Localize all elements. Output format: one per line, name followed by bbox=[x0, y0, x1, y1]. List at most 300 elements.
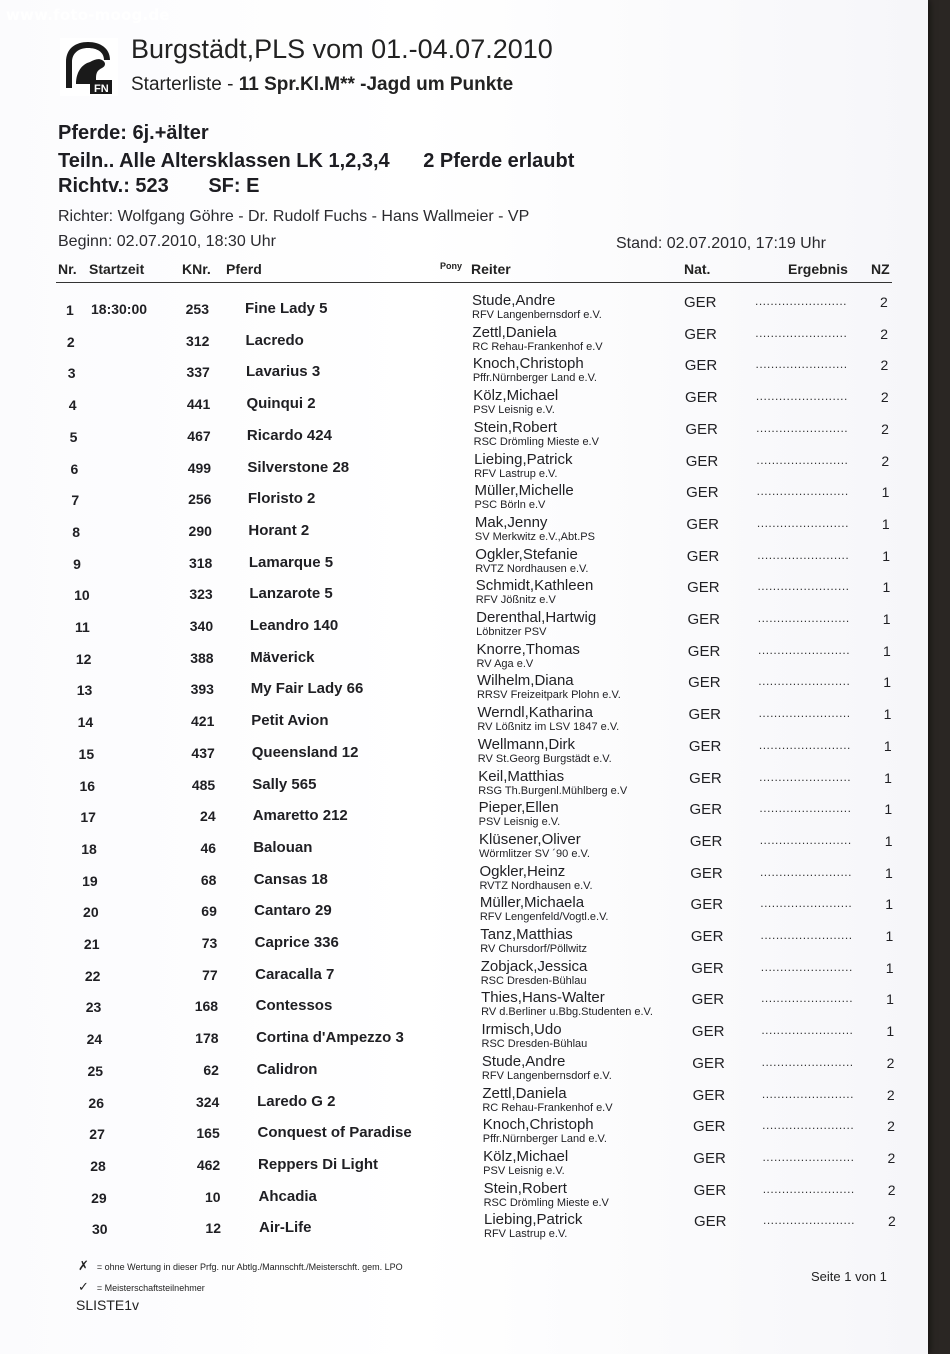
row-knr: 388 bbox=[190, 649, 214, 666]
table-header bbox=[0, 261, 928, 283]
table-row bbox=[0, 958, 928, 990]
table-row bbox=[0, 1021, 928, 1053]
row-rider: Wilhelm,Diana bbox=[476, 672, 574, 690]
row-result-placeholder: ........................ bbox=[756, 420, 849, 435]
row-nr: 26 bbox=[88, 1094, 104, 1111]
row-nat: GER bbox=[689, 801, 723, 819]
row-rider: Müller,Michaela bbox=[479, 894, 585, 912]
judges-line: Richter: Wolfgang Göhre - Dr. Rudolf Fuchs - Hans Wallmeier - VP bbox=[58, 208, 530, 225]
row-horse: Lavarius 3 bbox=[245, 363, 321, 381]
row-result-placeholder: ........................ bbox=[755, 294, 848, 308]
row-nat: GER bbox=[692, 1054, 725, 1072]
row-knr: 323 bbox=[189, 586, 213, 603]
row-horse: Lamarque 5 bbox=[248, 553, 334, 571]
row-horse: Balouan bbox=[253, 838, 313, 856]
row-rider: Zettl,Daniela bbox=[482, 1084, 567, 1102]
row-result-placeholder: ........................ bbox=[761, 1023, 854, 1038]
row-nz: 1 bbox=[886, 1023, 895, 1040]
row-rider: Stude,Andre bbox=[472, 292, 556, 309]
table-row bbox=[0, 1211, 928, 1243]
fn-horse-logo-icon bbox=[60, 38, 118, 96]
row-nat: GER bbox=[688, 737, 722, 755]
row-club: RVTZ Nordhausen e.V. bbox=[475, 562, 589, 575]
row-rider: Werndl,Katharina bbox=[477, 704, 593, 722]
row-result-placeholder: ........................ bbox=[759, 864, 852, 879]
row-nz: 1 bbox=[882, 611, 891, 627]
col-nr: Nr. bbox=[58, 261, 77, 277]
row-nr: 28 bbox=[90, 1157, 106, 1174]
page-subtitle bbox=[131, 74, 513, 96]
row-nr: 9 bbox=[73, 555, 81, 572]
row-nat: GER bbox=[690, 864, 723, 882]
page-title: Burgstädt,PLS vom 01.-04.07.2010 bbox=[131, 34, 553, 64]
row-nz: 1 bbox=[883, 706, 892, 723]
row-club: Wörmlitzer SV ´90 e.V. bbox=[479, 847, 590, 860]
row-knr: 69 bbox=[201, 903, 217, 920]
row-club: RSG Th.Burgenl.Mühlberg e.V bbox=[478, 784, 628, 797]
col-knr: KNr. bbox=[182, 261, 211, 277]
row-club: RC Rehau-Frankenhof e.V bbox=[472, 340, 603, 353]
row-nr: 3 bbox=[67, 365, 76, 382]
row-rider: Liebing,Patrick bbox=[474, 450, 573, 468]
row-rider: Keil,Matthias bbox=[478, 767, 565, 785]
row-nz: 2 bbox=[887, 1181, 896, 1198]
row-nat: GER bbox=[690, 896, 724, 914]
row-nr: 19 bbox=[82, 872, 98, 889]
row-nat: GER bbox=[687, 642, 721, 660]
table-row bbox=[0, 799, 928, 831]
row-nr: 6 bbox=[70, 460, 79, 477]
row-knr: 68 bbox=[200, 871, 217, 888]
row-result-placeholder: ........................ bbox=[757, 547, 850, 562]
row-nz: 1 bbox=[885, 896, 894, 913]
row-nr: 10 bbox=[74, 587, 90, 604]
row-nr: 30 bbox=[92, 1221, 108, 1238]
row-horse: Calidron bbox=[256, 1060, 318, 1078]
ruleset-line bbox=[58, 175, 259, 198]
row-club: RV d.Berliner u.Bbg.Studenten e.V. bbox=[481, 1006, 653, 1019]
row-nr: 17 bbox=[80, 809, 96, 826]
row-rider: Stude,Andre bbox=[481, 1052, 566, 1070]
row-result-placeholder: ........................ bbox=[761, 991, 854, 1006]
row-nz: 2 bbox=[888, 1213, 896, 1230]
row-rider: Müller,Michelle bbox=[474, 482, 574, 500]
row-rider: Zobjack,Jessica bbox=[480, 957, 588, 975]
row-nz: 1 bbox=[884, 864, 893, 881]
row-knr: 24 bbox=[200, 808, 216, 825]
row-horse: Petit Avion bbox=[251, 712, 329, 730]
row-result-placeholder: ........................ bbox=[760, 959, 853, 974]
row-horse: Cansas 18 bbox=[253, 870, 328, 888]
row-knr: 340 bbox=[189, 618, 214, 634]
legend-2-text: = Meisterschaftsteilnehmer bbox=[96, 1283, 205, 1293]
horses-allowed: 2 Pferde erlaubt bbox=[423, 150, 575, 172]
row-nz: 2 bbox=[880, 389, 889, 406]
row-rider: Knorre,Thomas bbox=[476, 640, 580, 658]
row-club: PSV Leisnig e.V. bbox=[483, 1164, 565, 1177]
row-nr: 20 bbox=[83, 904, 99, 921]
logo-text: FN bbox=[94, 83, 109, 95]
row-nr: 22 bbox=[84, 967, 101, 984]
row-rider: Stein,Robert bbox=[483, 1179, 567, 1197]
row-horse: Lacredo bbox=[245, 331, 304, 349]
row-rider: Irmisch,Udo bbox=[481, 1021, 562, 1039]
row-club: RFV Jößnitz e.V bbox=[475, 594, 556, 607]
row-knr: 337 bbox=[186, 364, 210, 381]
row-knr: 499 bbox=[187, 459, 212, 476]
row-nz: 1 bbox=[885, 959, 894, 976]
row-nr: 29 bbox=[91, 1189, 107, 1206]
header-rule bbox=[56, 282, 892, 283]
document-code: SLISTE1v bbox=[76, 1297, 140, 1313]
row-knr: 462 bbox=[196, 1156, 221, 1173]
row-horse: Caracalla 7 bbox=[255, 965, 335, 983]
table-row bbox=[0, 989, 928, 1021]
row-result-placeholder: ........................ bbox=[758, 674, 851, 689]
row-result-placeholder: ........................ bbox=[756, 484, 849, 499]
table-row bbox=[0, 514, 928, 546]
row-nat: GER bbox=[684, 294, 717, 311]
row-knr: 46 bbox=[200, 839, 217, 856]
row-knr: 393 bbox=[190, 681, 214, 698]
row-nat: GER bbox=[687, 611, 720, 628]
row-nat: GER bbox=[692, 1118, 726, 1136]
row-nat: GER bbox=[685, 420, 718, 438]
row-nz: 1 bbox=[882, 547, 890, 564]
participants-line bbox=[58, 150, 574, 173]
row-rider: Liebing,Patrick bbox=[484, 1211, 583, 1229]
row-result-placeholder: ........................ bbox=[761, 1086, 854, 1101]
table-row bbox=[0, 546, 928, 578]
row-club: RRSV Freizeitpark Plohn e.V. bbox=[476, 689, 621, 702]
row-club: Pffr.Nürnberger Land e.V. bbox=[482, 1133, 607, 1146]
row-horse: Fine Lady 5 bbox=[245, 300, 328, 317]
row-result-placeholder: ........................ bbox=[758, 642, 851, 657]
richtverfahren: Richtv.: 523 bbox=[58, 175, 169, 197]
row-result-placeholder: ........................ bbox=[758, 737, 851, 752]
row-result-placeholder: ........................ bbox=[755, 357, 848, 372]
col-nat: Nat. bbox=[684, 261, 711, 277]
row-knr: 256 bbox=[188, 491, 212, 508]
row-nat: GER bbox=[692, 1086, 726, 1104]
row-club: RSC Dresden-Bühlau bbox=[481, 1038, 588, 1051]
row-result-placeholder: ........................ bbox=[759, 832, 852, 847]
row-nat: GER bbox=[685, 389, 718, 407]
table-row bbox=[0, 482, 928, 514]
row-result-placeholder: ........................ bbox=[763, 1213, 856, 1228]
row-horse: Air-Life bbox=[259, 1219, 312, 1237]
col-nz: NZ bbox=[871, 261, 890, 277]
row-horse: Contessos bbox=[255, 997, 333, 1015]
row-knr: 10 bbox=[205, 1188, 221, 1205]
row-nr: 27 bbox=[89, 1126, 105, 1143]
row-nz: 2 bbox=[881, 452, 890, 469]
legend-line-1 bbox=[78, 1258, 403, 1274]
table-row bbox=[0, 1085, 928, 1117]
row-rider: Klüsener,Oliver bbox=[479, 830, 581, 848]
row-club: RVTZ Nordhausen e.V. bbox=[479, 879, 593, 892]
table-row bbox=[0, 1053, 928, 1085]
row-rider: Ogkler,Heinz bbox=[479, 862, 566, 880]
row-nr: 11 bbox=[74, 619, 90, 635]
row-club: RSC Drömling Mieste e.V bbox=[473, 435, 599, 448]
table-row bbox=[0, 292, 928, 324]
row-club: RV Lößnitz im LSV 1847 e.V. bbox=[477, 721, 620, 734]
horses-requirement: Pferde: 6j.+älter bbox=[58, 122, 209, 144]
row-result-placeholder: ........................ bbox=[759, 801, 852, 816]
row-club: PSV Leisnig e.V. bbox=[478, 816, 561, 829]
row-nz: 1 bbox=[882, 579, 891, 596]
row-nz: 1 bbox=[886, 991, 894, 1008]
col-pferd: Pferd bbox=[226, 261, 262, 277]
row-nz: 1 bbox=[881, 515, 890, 532]
table-row bbox=[0, 324, 928, 356]
row-horse: My Fair Lady 66 bbox=[250, 680, 364, 698]
row-rider: Kölz,Michael bbox=[483, 1147, 569, 1165]
row-club: RV Aga e.V bbox=[476, 657, 534, 670]
row-horse: Cantaro 29 bbox=[254, 902, 332, 920]
row-nr: 14 bbox=[77, 714, 94, 731]
row-nz: 2 bbox=[881, 420, 889, 437]
row-nr: 16 bbox=[79, 777, 96, 794]
row-result-placeholder: ........................ bbox=[756, 452, 849, 467]
row-nr: 8 bbox=[72, 523, 81, 540]
table-row bbox=[0, 419, 928, 451]
row-horse: Reppers Di Light bbox=[258, 1155, 379, 1173]
row-knr: 290 bbox=[188, 522, 212, 539]
row-horse: Cortina d'Ampezzo 3 bbox=[256, 1029, 404, 1047]
legend-1-text: = ohne Wertung in dieser Prfg. nur Abtlg./Mannschft./Meisterschft. gem. LPO bbox=[96, 1262, 403, 1272]
row-result-placeholder: ........................ bbox=[760, 896, 853, 911]
row-horse: Leandro 140 bbox=[249, 617, 339, 634]
row-club: RFV Langenbernsdorf e.V. bbox=[472, 309, 602, 321]
row-rider: Knoch,Christoph bbox=[482, 1116, 594, 1134]
row-result-placeholder: ........................ bbox=[757, 611, 850, 625]
row-club: RFV Langenbernsdorf e.V. bbox=[481, 1069, 612, 1082]
row-nat: GER bbox=[693, 1181, 727, 1199]
watermark: www.foto-moog.de bbox=[6, 6, 170, 24]
row-knr: 253 bbox=[185, 301, 209, 317]
row-nz: 1 bbox=[885, 928, 894, 944]
row-horse: Queensland 12 bbox=[251, 743, 359, 761]
table-row bbox=[0, 1148, 928, 1180]
row-knr: 421 bbox=[191, 713, 215, 730]
col-startzeit: Startzeit bbox=[89, 261, 145, 277]
row-result-placeholder: ........................ bbox=[757, 579, 850, 594]
row-club: Pffr.Nürnberger Land e.V. bbox=[472, 372, 597, 385]
row-rider: Thies,Hans-Walter bbox=[481, 989, 605, 1007]
row-horse: Amaretto 212 bbox=[252, 807, 348, 825]
table-row bbox=[0, 387, 928, 419]
row-knr: 165 bbox=[196, 1125, 220, 1142]
row-result-placeholder: ........................ bbox=[756, 515, 849, 530]
row-nat: GER bbox=[686, 515, 719, 533]
row-nr: 4 bbox=[68, 397, 77, 414]
row-nz: 1 bbox=[884, 769, 892, 786]
row-knr: 312 bbox=[186, 332, 210, 349]
row-result-placeholder: ........................ bbox=[759, 769, 852, 784]
row-nz: 1 bbox=[884, 832, 893, 849]
row-knr: 168 bbox=[194, 998, 219, 1015]
row-club: RSC Drömling Mieste e.V bbox=[483, 1196, 609, 1209]
row-nz: 1 bbox=[883, 737, 892, 754]
row-rider: Wellmann,Dirk bbox=[477, 735, 576, 753]
row-nr: 12 bbox=[75, 650, 92, 667]
row-club: RFV Lengenfeld/Vogtl.e.V. bbox=[479, 911, 609, 924]
row-nat: GER bbox=[688, 706, 721, 724]
row-knr: 62 bbox=[203, 1061, 219, 1078]
table-row bbox=[0, 355, 928, 387]
row-club: PSV Leisnig e.V. bbox=[473, 404, 555, 417]
row-nz: 2 bbox=[886, 1054, 895, 1071]
sf-code: SF: E bbox=[208, 175, 260, 197]
table-row bbox=[0, 1180, 928, 1212]
row-nat: GER bbox=[691, 1023, 725, 1041]
row-nat: GER bbox=[685, 452, 719, 470]
row-club: RFV Lastrup e.V. bbox=[484, 1228, 568, 1241]
row-rider: Pieper,Ellen bbox=[478, 799, 559, 817]
row-rider: Derenthal,Hartwig bbox=[476, 609, 597, 626]
row-rider: Kölz,Michael bbox=[473, 387, 559, 405]
row-rider: Mak,Jenny bbox=[474, 513, 548, 531]
row-nat: GER bbox=[686, 547, 720, 565]
col-reiter: Reiter bbox=[471, 261, 511, 277]
table-row bbox=[0, 1116, 928, 1148]
row-horse: Lanzarote 5 bbox=[249, 585, 333, 603]
row-horse: Horant 2 bbox=[248, 521, 310, 539]
row-nr: 23 bbox=[85, 999, 102, 1016]
check-marker-icon: ✓ bbox=[78, 1279, 89, 1294]
row-nat: GER bbox=[689, 832, 723, 850]
row-knr: 77 bbox=[202, 966, 218, 983]
row-horse: Quinqui 2 bbox=[246, 395, 316, 413]
row-knr: 437 bbox=[191, 744, 215, 761]
row-nr: 25 bbox=[87, 1062, 104, 1079]
participants-classes: Teiln.. Alle Altersklassen LK 1,2,3,4 bbox=[58, 150, 390, 172]
row-nat: GER bbox=[693, 1149, 726, 1167]
row-nr: 13 bbox=[76, 682, 93, 699]
row-nz: 2 bbox=[886, 1086, 895, 1103]
row-nz: 1 bbox=[881, 484, 890, 501]
row-nat: GER bbox=[694, 1213, 727, 1231]
row-nz: 1 bbox=[884, 801, 893, 818]
row-result-placeholder: ........................ bbox=[755, 325, 848, 340]
row-nat: GER bbox=[687, 579, 720, 597]
row-club: RC Rehau-Frankenhof e.V bbox=[482, 1101, 613, 1114]
row-knr: 485 bbox=[191, 776, 216, 793]
subtitle-prefix: Starterliste - bbox=[131, 74, 234, 95]
table-row bbox=[0, 831, 928, 863]
col-pony: Pony bbox=[440, 261, 463, 271]
row-result-placeholder: ........................ bbox=[760, 928, 853, 942]
table-row bbox=[0, 768, 928, 800]
row-knr: 467 bbox=[187, 427, 211, 444]
row-horse: Silverstone 28 bbox=[247, 458, 350, 476]
row-result-placeholder: ........................ bbox=[755, 389, 848, 404]
row-nr: 15 bbox=[78, 745, 95, 762]
subtitle-class: 11 Spr.Kl.M** -Jagd um Punkte bbox=[238, 74, 514, 95]
table-row bbox=[0, 641, 928, 673]
row-knr: 324 bbox=[195, 1093, 220, 1110]
row-nr: 7 bbox=[71, 492, 80, 509]
table-row bbox=[0, 926, 928, 958]
page-number: Seite 1 von 1 bbox=[811, 1269, 887, 1284]
row-rider: Knoch,Christoph bbox=[472, 355, 584, 373]
row-horse: Ricardo 424 bbox=[246, 426, 332, 444]
row-nat: GER bbox=[684, 325, 717, 343]
row-nz: 1 bbox=[883, 674, 892, 691]
table-row bbox=[0, 704, 928, 736]
row-club: RV St.Georg Burgstädt e.V. bbox=[477, 752, 612, 765]
row-knr: 12 bbox=[205, 1220, 221, 1237]
row-horse: Floristo 2 bbox=[247, 490, 316, 508]
row-nat: GER bbox=[691, 991, 725, 1009]
row-rider: Schmidt,Kathleen bbox=[475, 577, 594, 595]
table-row bbox=[0, 863, 928, 895]
row-result-placeholder: ........................ bbox=[762, 1149, 855, 1164]
row-knr: 73 bbox=[201, 935, 218, 951]
row-rider: Stein,Robert bbox=[473, 418, 558, 436]
row-horse: Ahcadia bbox=[258, 1187, 317, 1205]
row-nz: 2 bbox=[880, 357, 889, 374]
row-nr: 2 bbox=[66, 333, 75, 350]
row-nz: 1 bbox=[883, 642, 891, 659]
row-knr: 441 bbox=[186, 396, 211, 413]
row-knr: 178 bbox=[195, 1030, 219, 1047]
row-horse: Mäverick bbox=[250, 648, 315, 666]
col-ergebnis: Ergebnis bbox=[788, 261, 848, 277]
row-club: RFV Lastrup e.V. bbox=[474, 467, 558, 480]
row-knr: 318 bbox=[188, 554, 213, 571]
table-row bbox=[0, 609, 928, 641]
row-nz: 2 bbox=[880, 294, 888, 310]
table-row bbox=[0, 736, 928, 768]
row-nr: 5 bbox=[69, 428, 78, 445]
row-nat: GER bbox=[684, 357, 718, 375]
row-nz: 2 bbox=[887, 1149, 896, 1166]
row-club: RSC Dresden-Bühlau bbox=[480, 974, 587, 987]
row-result-placeholder: ........................ bbox=[758, 706, 851, 721]
row-startzeit: 18:30:00 bbox=[91, 301, 148, 317]
row-rider: Zettl,Daniela bbox=[472, 323, 557, 341]
row-nr: 1 bbox=[66, 302, 74, 318]
status-date-line: Stand: 02.07.2010, 17:19 Uhr bbox=[616, 235, 826, 252]
row-club: RV Chursdorf/Pöllwitz bbox=[480, 943, 588, 955]
row-nz: 2 bbox=[880, 325, 889, 342]
table-row bbox=[0, 451, 928, 483]
row-club: Löbnitzer PSV bbox=[476, 626, 547, 638]
row-nz: 2 bbox=[887, 1118, 895, 1135]
crossed-marker-icon: ✗ bbox=[78, 1258, 89, 1273]
row-nat: GER bbox=[689, 769, 722, 787]
table-row bbox=[0, 894, 928, 926]
row-nat: GER bbox=[688, 674, 721, 692]
row-nr: 18 bbox=[81, 840, 97, 857]
row-rider: Tanz,Matthias bbox=[480, 926, 573, 943]
start-time-line: Beginn: 02.07.2010, 18:30 Uhr bbox=[58, 233, 276, 250]
row-horse: Sally 565 bbox=[252, 775, 317, 793]
table-row bbox=[0, 577, 928, 609]
legend-line-2 bbox=[78, 1279, 205, 1295]
row-result-placeholder: ........................ bbox=[762, 1118, 855, 1133]
row-nat: GER bbox=[686, 484, 719, 502]
row-horse: Caprice 336 bbox=[254, 934, 339, 951]
row-nat: GER bbox=[690, 928, 724, 945]
row-nr: 21 bbox=[83, 936, 100, 952]
row-club: PSC Börln e.V bbox=[474, 499, 546, 512]
row-result-placeholder: ........................ bbox=[762, 1181, 855, 1196]
row-horse: Laredo G 2 bbox=[257, 1092, 336, 1110]
